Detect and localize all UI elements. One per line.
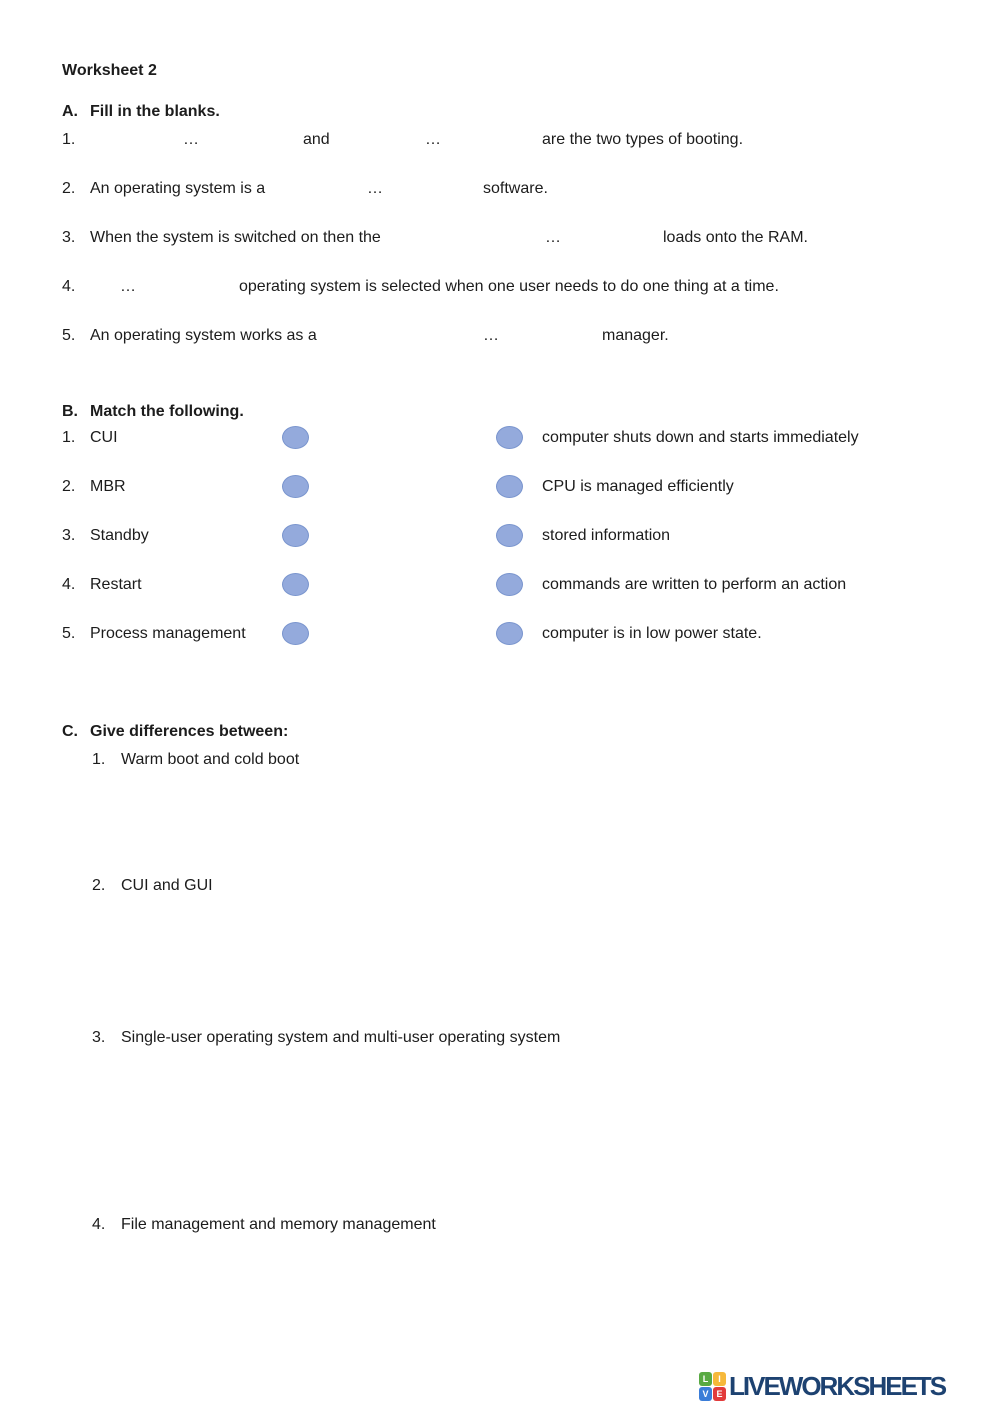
- blank-field[interactable]: …: [425, 131, 441, 148]
- section-c-label: C.: [62, 723, 78, 740]
- item-text: manager.: [602, 327, 669, 344]
- item-text: File management and memory management: [121, 1216, 436, 1233]
- item-number: 1.: [92, 751, 106, 768]
- section-a-label: A.: [62, 103, 78, 120]
- item-number: 1.: [62, 131, 76, 148]
- logo-tile-l: L: [699, 1372, 712, 1386]
- item-number: 4.: [62, 576, 76, 593]
- match-left-label: Restart: [90, 576, 142, 593]
- item-text: Warm boot and cold boot: [121, 751, 300, 768]
- item-text: An operating system works as a: [90, 327, 317, 344]
- liveworksheets-logo[interactable]: [699, 1371, 945, 1402]
- item-number: 3.: [92, 1029, 106, 1046]
- match-left-label: MBR: [90, 478, 126, 495]
- item-text: An operating system is a: [90, 180, 266, 197]
- match-left-dot[interactable]: [282, 622, 309, 645]
- item-number: 4.: [92, 1216, 106, 1233]
- blank-field[interactable]: …: [120, 278, 136, 295]
- match-right-dot[interactable]: [496, 622, 523, 645]
- item-text: software.: [483, 180, 548, 197]
- match-left-label: CUI: [90, 429, 118, 446]
- item-number: 3.: [62, 229, 76, 246]
- match-right-text: computer is in low power state.: [542, 625, 762, 642]
- page-title: Worksheet 2: [62, 62, 157, 79]
- item-text: operating system is selected when one user needs to do one thing at a time.: [239, 278, 779, 295]
- item-number: 2.: [62, 478, 76, 495]
- item-number: 2.: [92, 877, 106, 894]
- section-a-heading: Fill in the blanks.: [90, 103, 220, 120]
- match-left-dot[interactable]: [282, 524, 309, 547]
- item-number: 4.: [62, 278, 76, 295]
- blank-field[interactable]: …: [183, 131, 199, 148]
- match-left-label: Process management: [90, 625, 246, 642]
- item-text: are the two types of booting.: [542, 131, 744, 148]
- liveworksheets-tiles-icon: [699, 1372, 726, 1401]
- logo-tile-v: V: [699, 1387, 712, 1401]
- match-right-text: stored information: [542, 527, 671, 544]
- item-number: 3.: [62, 527, 76, 544]
- item-number: 2.: [62, 180, 76, 197]
- logo-tile-i: I: [713, 1372, 726, 1386]
- section-b-heading: Match the following.: [90, 403, 244, 420]
- item-text: Single-user operating system and multi-user operating system: [121, 1029, 561, 1046]
- item-text: CUI and GUI: [121, 877, 213, 894]
- blank-field[interactable]: …: [545, 229, 561, 246]
- match-right-text: commands are written to perform an action: [542, 576, 847, 593]
- item-text: When the system is switched on then the: [90, 229, 381, 246]
- item-text: and: [303, 131, 330, 148]
- match-right-dot[interactable]: [496, 524, 523, 547]
- match-right-text: CPU is managed efficiently: [542, 478, 734, 495]
- match-left-dot[interactable]: [282, 475, 309, 498]
- item-number: 5.: [62, 625, 76, 642]
- item-number: 5.: [62, 327, 76, 344]
- item-number: 1.: [62, 429, 76, 446]
- logo-text: LIVEWORKSHEETS: [729, 1371, 946, 1401]
- match-left-label: Standby: [90, 527, 149, 544]
- match-right-dot[interactable]: [496, 573, 523, 596]
- item-text: loads onto the RAM.: [663, 229, 808, 246]
- logo-tile-e: E: [713, 1387, 726, 1401]
- blank-field[interactable]: …: [367, 180, 383, 197]
- match-right-dot[interactable]: [496, 426, 523, 449]
- section-b-label: B.: [62, 403, 78, 420]
- section-c-heading: Give differences between:: [90, 723, 289, 740]
- match-right-dot[interactable]: [496, 475, 523, 498]
- blank-field[interactable]: …: [483, 327, 499, 344]
- match-right-text: computer shuts down and starts immediately: [542, 429, 859, 446]
- match-left-dot[interactable]: [282, 426, 309, 449]
- match-left-dot[interactable]: [282, 573, 309, 596]
